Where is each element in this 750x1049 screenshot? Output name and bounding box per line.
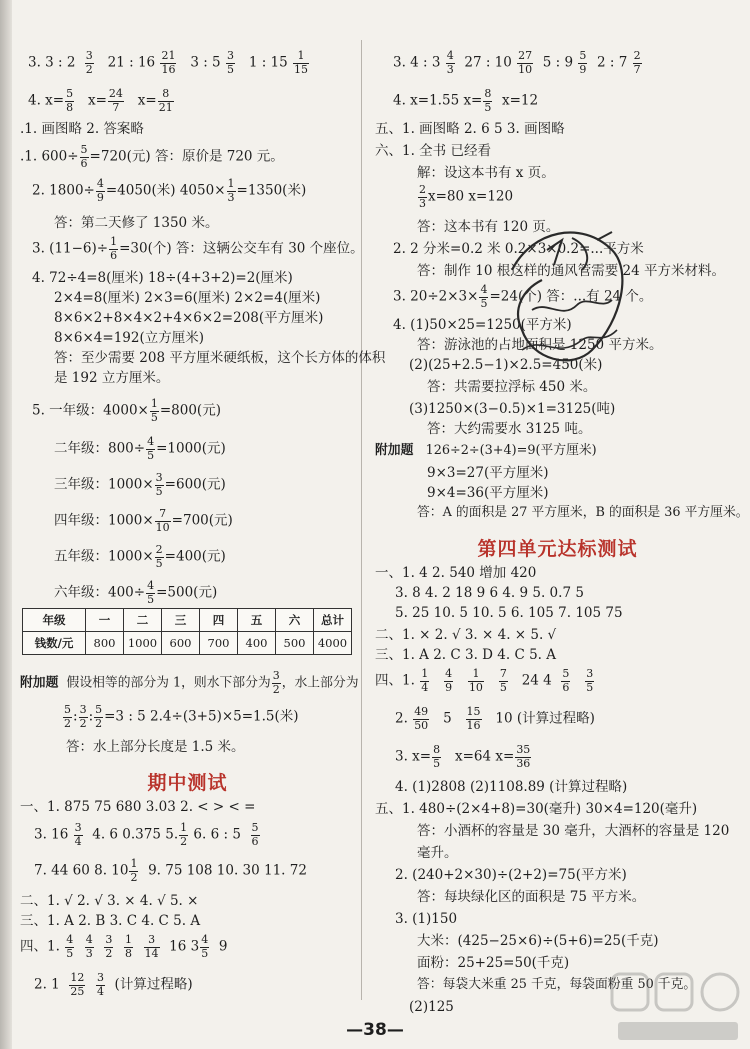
answer-line: 答：游泳池的占地面积是 1250 平方米。 xyxy=(417,337,663,353)
fraction: $\frac{7}{10}$ xyxy=(155,507,170,534)
bonus-label: 附加题 xyxy=(20,675,59,691)
fraction: $\frac{3}{2}$ xyxy=(105,933,113,960)
fraction: $\frac{4}{5}$ xyxy=(201,933,209,960)
answer-line: 4. x= $\frac{5}{8}$ x= $\frac{24}{7}$ x= $\frac{8}{21}$ xyxy=(28,87,173,114)
fraction: $\frac{27}{10}$ xyxy=(518,49,533,76)
answer-line: 答：水上部分长度是 1.5 米。 xyxy=(66,739,245,755)
fraction: $\frac{4}{5}$ xyxy=(147,579,155,606)
answer-line: $\frac{2}{3}$ x=80 x=120 xyxy=(419,183,514,210)
answer-line: 二年级：800÷ $\frac{4}{5}$ =1000(元) xyxy=(54,435,226,462)
table-cell: 400 xyxy=(238,632,276,655)
table-cell: 钱数/元 xyxy=(23,632,86,655)
answer-line: 2. $\frac{49}{50}$ 5 $\frac{15}{16}$ 10 (计算过程略) xyxy=(395,705,595,732)
answer-line: 3. 20÷2×3× $\frac{4}{5}$ =24(个) 答：...有 24 个。 xyxy=(393,283,653,310)
table-header-cell: 一 xyxy=(86,609,124,632)
answer-line: 五年级：1000× $\frac{2}{5}$ =400(元) xyxy=(54,543,226,570)
answer-line: 五、1. 480÷(2×4+8)=30(毫升) 30×4=120(毫升) xyxy=(375,801,698,817)
fraction: $\frac{35}{36}$ xyxy=(516,743,531,770)
answer-line: 9×3=27(平方厘米) xyxy=(427,465,549,481)
table-header-row xyxy=(23,609,352,632)
answer-line: 4. (1)50×25=1250(平方米) xyxy=(393,317,572,333)
fraction: $\frac{4}{9}$ xyxy=(96,177,104,204)
answer-line: 解：设这本书有 x 页。 xyxy=(417,165,555,181)
answer-line: 四、1. $\frac{4}{5}$ $\frac{4}{3}$ $\frac{3}{2}$ $\frac{1}{8}$ $\frac{3}{14}$ 16 3 $\frac{4}{5}$ 9 xyxy=(20,933,228,960)
answer-line: 5. 25 10. 5 10. 5 6. 105 7. 105 75 xyxy=(395,605,623,621)
fraction: $\frac{5}{9}$ xyxy=(579,49,587,76)
fraction: $\frac{4}{9}$ xyxy=(445,667,453,694)
fraction: $\frac{15}{16}$ xyxy=(466,705,481,732)
answer-line: 附加题 假设相等的部分为 1，则水下部分为 $\frac{3}{2}$ ，水上部分为 xyxy=(20,669,359,696)
answer-line: 三、1. A 2. C 3. D 4. C 5. A xyxy=(375,647,557,663)
answer-line: 答：共需要拉浮标 450 米。 xyxy=(427,379,597,395)
answer-line: 二、1. × 2. √ 3. × 4. × 5. √ xyxy=(375,627,557,643)
fraction: $\frac{5}{6}$ xyxy=(80,143,88,170)
table-cell: 800 xyxy=(86,632,124,655)
fraction: $\frac{5}{2}$ xyxy=(64,703,71,730)
answer-line: 附加题 126÷2÷(3+4)=9(平方厘米) xyxy=(375,443,597,458)
answer-line: 4. (1)2808 (2)1108.89 (计算过程略) xyxy=(395,779,628,795)
fraction: $\frac{8}{21}$ xyxy=(158,87,173,114)
answer-line: $\frac{5}{2}$ : $\frac{3}{2}$ : $\frac{5}{2}$ =3 : 5 2.4÷(3+5)×5=1.5(米) xyxy=(64,703,299,730)
answer-line: 3. (1)150 xyxy=(395,911,458,927)
fraction: $\frac{5}{2}$ xyxy=(95,703,103,730)
answer-line: 六年级：400÷ $\frac{4}{5}$ =500(元) xyxy=(54,579,218,606)
table-header-cell: 总计 xyxy=(314,609,352,632)
answer-line: 2×4=8(厘米) 2×3=6(厘米) 2×2=4(厘米) xyxy=(54,290,321,306)
answer-line: 五、1. 画图略 2. 6 5 3. 画图略 xyxy=(375,121,565,137)
fraction: $\frac{5}{8}$ xyxy=(66,87,74,114)
handwritten-watermark-icon xyxy=(492,210,642,390)
fraction: $\frac{3}{2}$ xyxy=(85,49,93,76)
fraction: $\frac{1}{8}$ xyxy=(124,933,132,960)
fraction: $\frac{1}{2}$ xyxy=(130,857,138,884)
column-divider xyxy=(361,40,362,1000)
fraction: $\frac{2}{3}$ xyxy=(419,183,426,210)
answer-line: 3. 3 : 2 $\frac{3}{2}$ 21 : 16 $\frac{21}{16}$ 3 : 5 $\frac{3}{5}$ 1 : 15 $\frac{1}{15}$ xyxy=(28,49,309,76)
table-header-cell: 四 xyxy=(200,609,238,632)
fraction: $\frac{3}{5}$ xyxy=(226,49,234,76)
section-title-unit4: 第四单元达标测试 xyxy=(477,538,638,560)
fraction: $\frac{1}{10}$ xyxy=(468,667,483,694)
fraction: $\frac{3}{2}$ xyxy=(79,703,87,730)
table-cell: 4000 xyxy=(314,632,352,655)
book-spine-shadow xyxy=(0,0,12,1049)
fraction: $\frac{7}{5}$ xyxy=(499,667,507,694)
answer-line: 答：大约需要水 3125 吨。 xyxy=(427,421,592,437)
fraction: $\frac{49}{50}$ xyxy=(414,705,429,732)
answer-line: 4. 72÷4=8(厘米) 18÷(4+3+2)=2(厘米) xyxy=(32,270,293,286)
answer-line: 三年级：1000× $\frac{3}{5}$ =600(元) xyxy=(54,471,226,498)
fraction: $\frac{4}{3}$ xyxy=(446,49,454,76)
answer-line: 8×6×4=192(立方厘米) xyxy=(54,330,205,346)
grade-money-table xyxy=(22,608,352,655)
table-cell: 600 xyxy=(162,632,200,655)
bonus-label: 附加题 xyxy=(375,443,414,458)
answer-line: 答：每块绿化区的面积是 75 平方米。 xyxy=(417,889,646,905)
answer-line: 是 192 立方厘米。 xyxy=(54,370,170,386)
answer-line: (3)1250×(3−0.5)×1=3125(吨) xyxy=(409,401,616,417)
fraction: $\frac{8}{5}$ xyxy=(433,743,441,770)
fraction: $\frac{4}{5}$ xyxy=(147,435,155,462)
answer-line: 3. (11−6)÷ $\frac{1}{6}$ =30(个) 答：这辆公交车有 30 个座位。 xyxy=(32,235,364,262)
corner-logo-watermark-icon xyxy=(608,968,748,1048)
answer-line: 5. 一年级：4000× $\frac{1}{5}$ =800(元) xyxy=(32,397,221,424)
fraction: $\frac{5}{6}$ xyxy=(562,667,570,694)
answer-line: 2. 1 $\frac{12}{25}$ $\frac{3}{4}$ (计算过程略) xyxy=(34,971,193,998)
answer-line: 7. 44 60 8. 10 $\frac{1}{2}$ 9. 75 108 10. 30 11. 72 xyxy=(34,857,307,884)
answer-line: (2)(25+2.5−1)×2.5=450(米) xyxy=(409,357,603,373)
answer-line: 六、1. 全书 已经看 xyxy=(375,143,491,159)
answer-line: 四年级：1000× $\frac{7}{10}$ =700(元) xyxy=(54,507,233,534)
fraction: $\frac{1}{3}$ xyxy=(227,177,235,204)
fraction: $\frac{5}{6}$ xyxy=(251,821,259,848)
answer-line: 答：A 的面积是 27 平方厘米，B 的面积是 36 平方厘米。 xyxy=(417,505,749,520)
answer-line: 2. 1800÷ $\frac{4}{9}$ =4050(米) 4050× $\frac{1}{3}$ =1350(米) xyxy=(32,177,307,204)
answer-line: 一、1. 875 75 680 3.03 2. < > < = xyxy=(20,799,256,815)
answer-line: 8×6×2+8×4×2+4×6×2=208(平方厘米) xyxy=(54,310,324,326)
answer-line: 答：这本书有 120 页。 xyxy=(417,219,560,235)
answer-line: 3. 8 4. 2 18 9 6 4. 9 5. 0.7 5 xyxy=(395,585,584,601)
page-number: —38— xyxy=(346,1020,404,1040)
fraction: $\frac{3}{2}$ xyxy=(272,669,280,696)
answer-line: 答：至少需要 208 平方厘米硬纸板，这个长方体的体积 xyxy=(54,350,386,366)
table-header-cell: 二 xyxy=(124,609,162,632)
answer-line: 答：制作 10 根这样的通风管需要 24 平方米材料。 xyxy=(417,263,726,279)
fraction: $\frac{3}{4}$ xyxy=(74,821,82,848)
fraction: $\frac{3}{14}$ xyxy=(144,933,159,960)
table-header-cell: 三 xyxy=(162,609,200,632)
fraction: $\frac{1}{6}$ xyxy=(110,235,118,262)
fraction: $\frac{1}{4}$ xyxy=(421,667,429,694)
fraction: $\frac{4}{5}$ xyxy=(480,283,488,310)
table-cell: 1000 xyxy=(124,632,162,655)
fraction: $\frac{24}{7}$ xyxy=(108,87,123,114)
answer-line: 毫升。 xyxy=(417,845,458,861)
answer-line: 2. 2 分米=0.2 米 0.2×3×0.2=...平方米 xyxy=(393,241,644,257)
fraction: $\frac{3}{5}$ xyxy=(155,471,163,498)
fraction: $\frac{2}{7}$ xyxy=(633,49,641,76)
answer-line: 一、1. 4 2. 540 增加 420 xyxy=(375,565,537,581)
fraction: $\frac{1}{2}$ xyxy=(180,821,188,848)
table-header-cell: 五 xyxy=(238,609,276,632)
fraction: $\frac{3}{4}$ xyxy=(96,971,104,998)
table-cell: 700 xyxy=(200,632,238,655)
fraction: $\frac{4}{5}$ xyxy=(66,933,74,960)
answer-line: 3. 16 $\frac{3}{4}$ 4. 6 0.375 5. $\frac{1}{2}$ 6. 6 : 5 $\frac{5}{6}$ xyxy=(34,821,259,848)
answer-line: 4. x=1.55 x= $\frac{8}{5}$ x=12 xyxy=(393,87,539,114)
section-title-midterm: 期中测试 xyxy=(147,772,228,794)
answer-line: .1. 600÷ $\frac{5}{6}$ =720(元) 答：原价是 720 元。 xyxy=(20,143,284,170)
answer-line: .1. 画图略 2. 答案略 xyxy=(20,121,144,137)
answer-line: 四、1. $\frac{1}{4}$ $\frac{4}{9}$ $\frac{1}{10}$ $\frac{7}{5}$ 24 4 $\frac{5}{6}$ $\frac{3}{5}$ xyxy=(375,667,594,694)
answer-line: 答：第二天修了 1350 米。 xyxy=(54,215,219,231)
answer-line: 3. 4 : 3 $\frac{4}{3}$ 27 : 10 $\frac{27}{10}$ 5 : 9 $\frac{5}{9}$ 2 : 7 $\frac{2}{7}$ xyxy=(393,49,641,76)
fraction: $\frac{2}{5}$ xyxy=(155,543,163,570)
fraction: $\frac{1}{15}$ xyxy=(294,49,309,76)
answer-line: (2)125 xyxy=(409,999,454,1015)
fraction: $\frac{4}{3}$ xyxy=(85,933,93,960)
answer-line: 大米：(425−25×6)÷(5+6)=25(千克) xyxy=(417,933,659,949)
table-header-cell: 六 xyxy=(276,609,314,632)
answer-line: 9×4=36(平方厘米) xyxy=(427,485,549,501)
answer-line: 答：小酒杯的容量是 30 毫升，大酒杯的容量是 120 xyxy=(417,823,730,839)
fraction: $\frac{21}{16}$ xyxy=(161,49,176,76)
answer-line: 2. (240+2×30)÷(2+2)=75(平方米) xyxy=(395,867,627,883)
fraction: $\frac{3}{5}$ xyxy=(586,667,594,694)
table-header-cell: 年级 xyxy=(23,609,86,632)
answer-line: 答：每袋大米重 25 千克，每袋面粉重 50 千克。 xyxy=(417,977,697,992)
fraction: $\frac{12}{25}$ xyxy=(70,971,85,998)
answer-line: 二、1. √ 2. √ 3. × 4. √ 5. × xyxy=(20,893,199,909)
table-cell: 500 xyxy=(276,632,314,655)
answer-line: 面粉：25+25=50(千克) xyxy=(417,955,570,971)
table-row xyxy=(23,632,352,655)
fraction: $\frac{1}{5}$ xyxy=(150,397,158,424)
answer-line: 3. x= $\frac{8}{5}$ x=64 x= $\frac{35}{36}$ xyxy=(395,743,531,770)
answer-line: 三、1. A 2. B 3. C 4. C 5. A xyxy=(20,913,201,929)
fraction: $\frac{8}{5}$ xyxy=(484,87,492,114)
